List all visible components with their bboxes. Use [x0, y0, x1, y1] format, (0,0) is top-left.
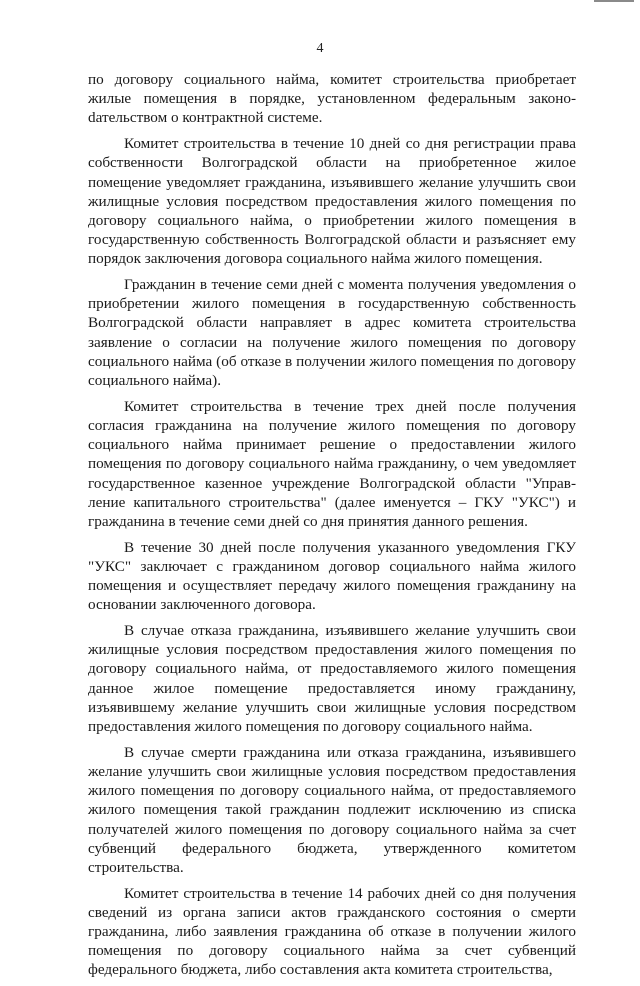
paragraph-refusal: В случае отказа гражданина, изъявившего желание улучшить свои жилищные условия посредством предоставления жилого помещения по договору социального найма, от предоставляемого жилого помещения данное жилое помещение предоставляется иному гражданину, изъявившему желание улучшить свои жилищные условия посредством предоставления жилого помещения по договору социального найма.: [88, 621, 576, 735]
paragraph-citizen-consent: Гражданин в течение семи дней с момента получения уведомления о приобретении жилого помещения в государственную собственность Волгоградской области направляет в адрес комитета строительства заявление о согласии на получение жилого помещения по договору социального найма (об отказе в получении жилого помещения по договору социального найма).: [88, 276, 576, 390]
paragraph-continuation: по договору социального найма, комитет строительства приобретает жилые помещения в порядке, установленном федеральным законоdательством о контрактной системе.: [88, 71, 576, 127]
paragraph-notification: Комитет строительства в течение 10 дней со дня регистрации права собственности Волгоградской области на приобретенное жилое помещение уведомляет гражданина, изъявившего желание улучшить свои жилищные условия посредством предоставления жилого помещения по договору социального найма, о приобретении жилого помещения в государственную собственность Волгоградской области и разъясняет ему порядок заключения договора социального найма жилого помещения.: [88, 135, 576, 268]
paragraph-contract-conclusion: В течение 30 дней после получения указанного уведомления ГКУ "УКС" заключает с гражданином договор социального найма жилого помещения и осуществляет передачу жилого помещения гражданину на основании заключенного договора.: [88, 538, 576, 614]
page-number: 4: [316, 41, 324, 56]
paragraph-committee-decision: Комитет строительства в течение трех дней после получения согласия гражданина на получение жилого помещения по договору социального найма принимает решение о предоставлении жилого помещения по договору социального найма гражданину, о чем уведомляет государственное казенное учреждение Волгоградской области "Управление капитального строительства" (далее именуется – ГКУ "УКС") и гражданина в течение семи дней со дня принятия данного решения.: [88, 397, 576, 530]
document-body: [88, 70, 576, 986]
paragraph-death-or-refusal: В случае смерти гражданина или отказа гражданина, изъявившего желание улучшить свои жилищные условия посредством предоставления жилого помещения по договору социального найма, от предоставляемого жилого помещения такой гражданин подлежит исключению из списка получателей жилого помещения по договору социального найма за счет субвенций федерального бюджета, утвержденного комитетом строительства.: [88, 743, 576, 876]
scan-edge-mark: [594, 0, 634, 2]
paragraph-committee-timeline: Комитет строительства в течение 14 рабочих дней со дня получения сведений из органа записи актов гражданского состояния о смерти гражданина, либо заявления гражданина об отказе в получении жилого помещения по договору социального найма за счет субвенций федерального бюджета, либо составления акта комитета строительства,: [88, 884, 576, 979]
